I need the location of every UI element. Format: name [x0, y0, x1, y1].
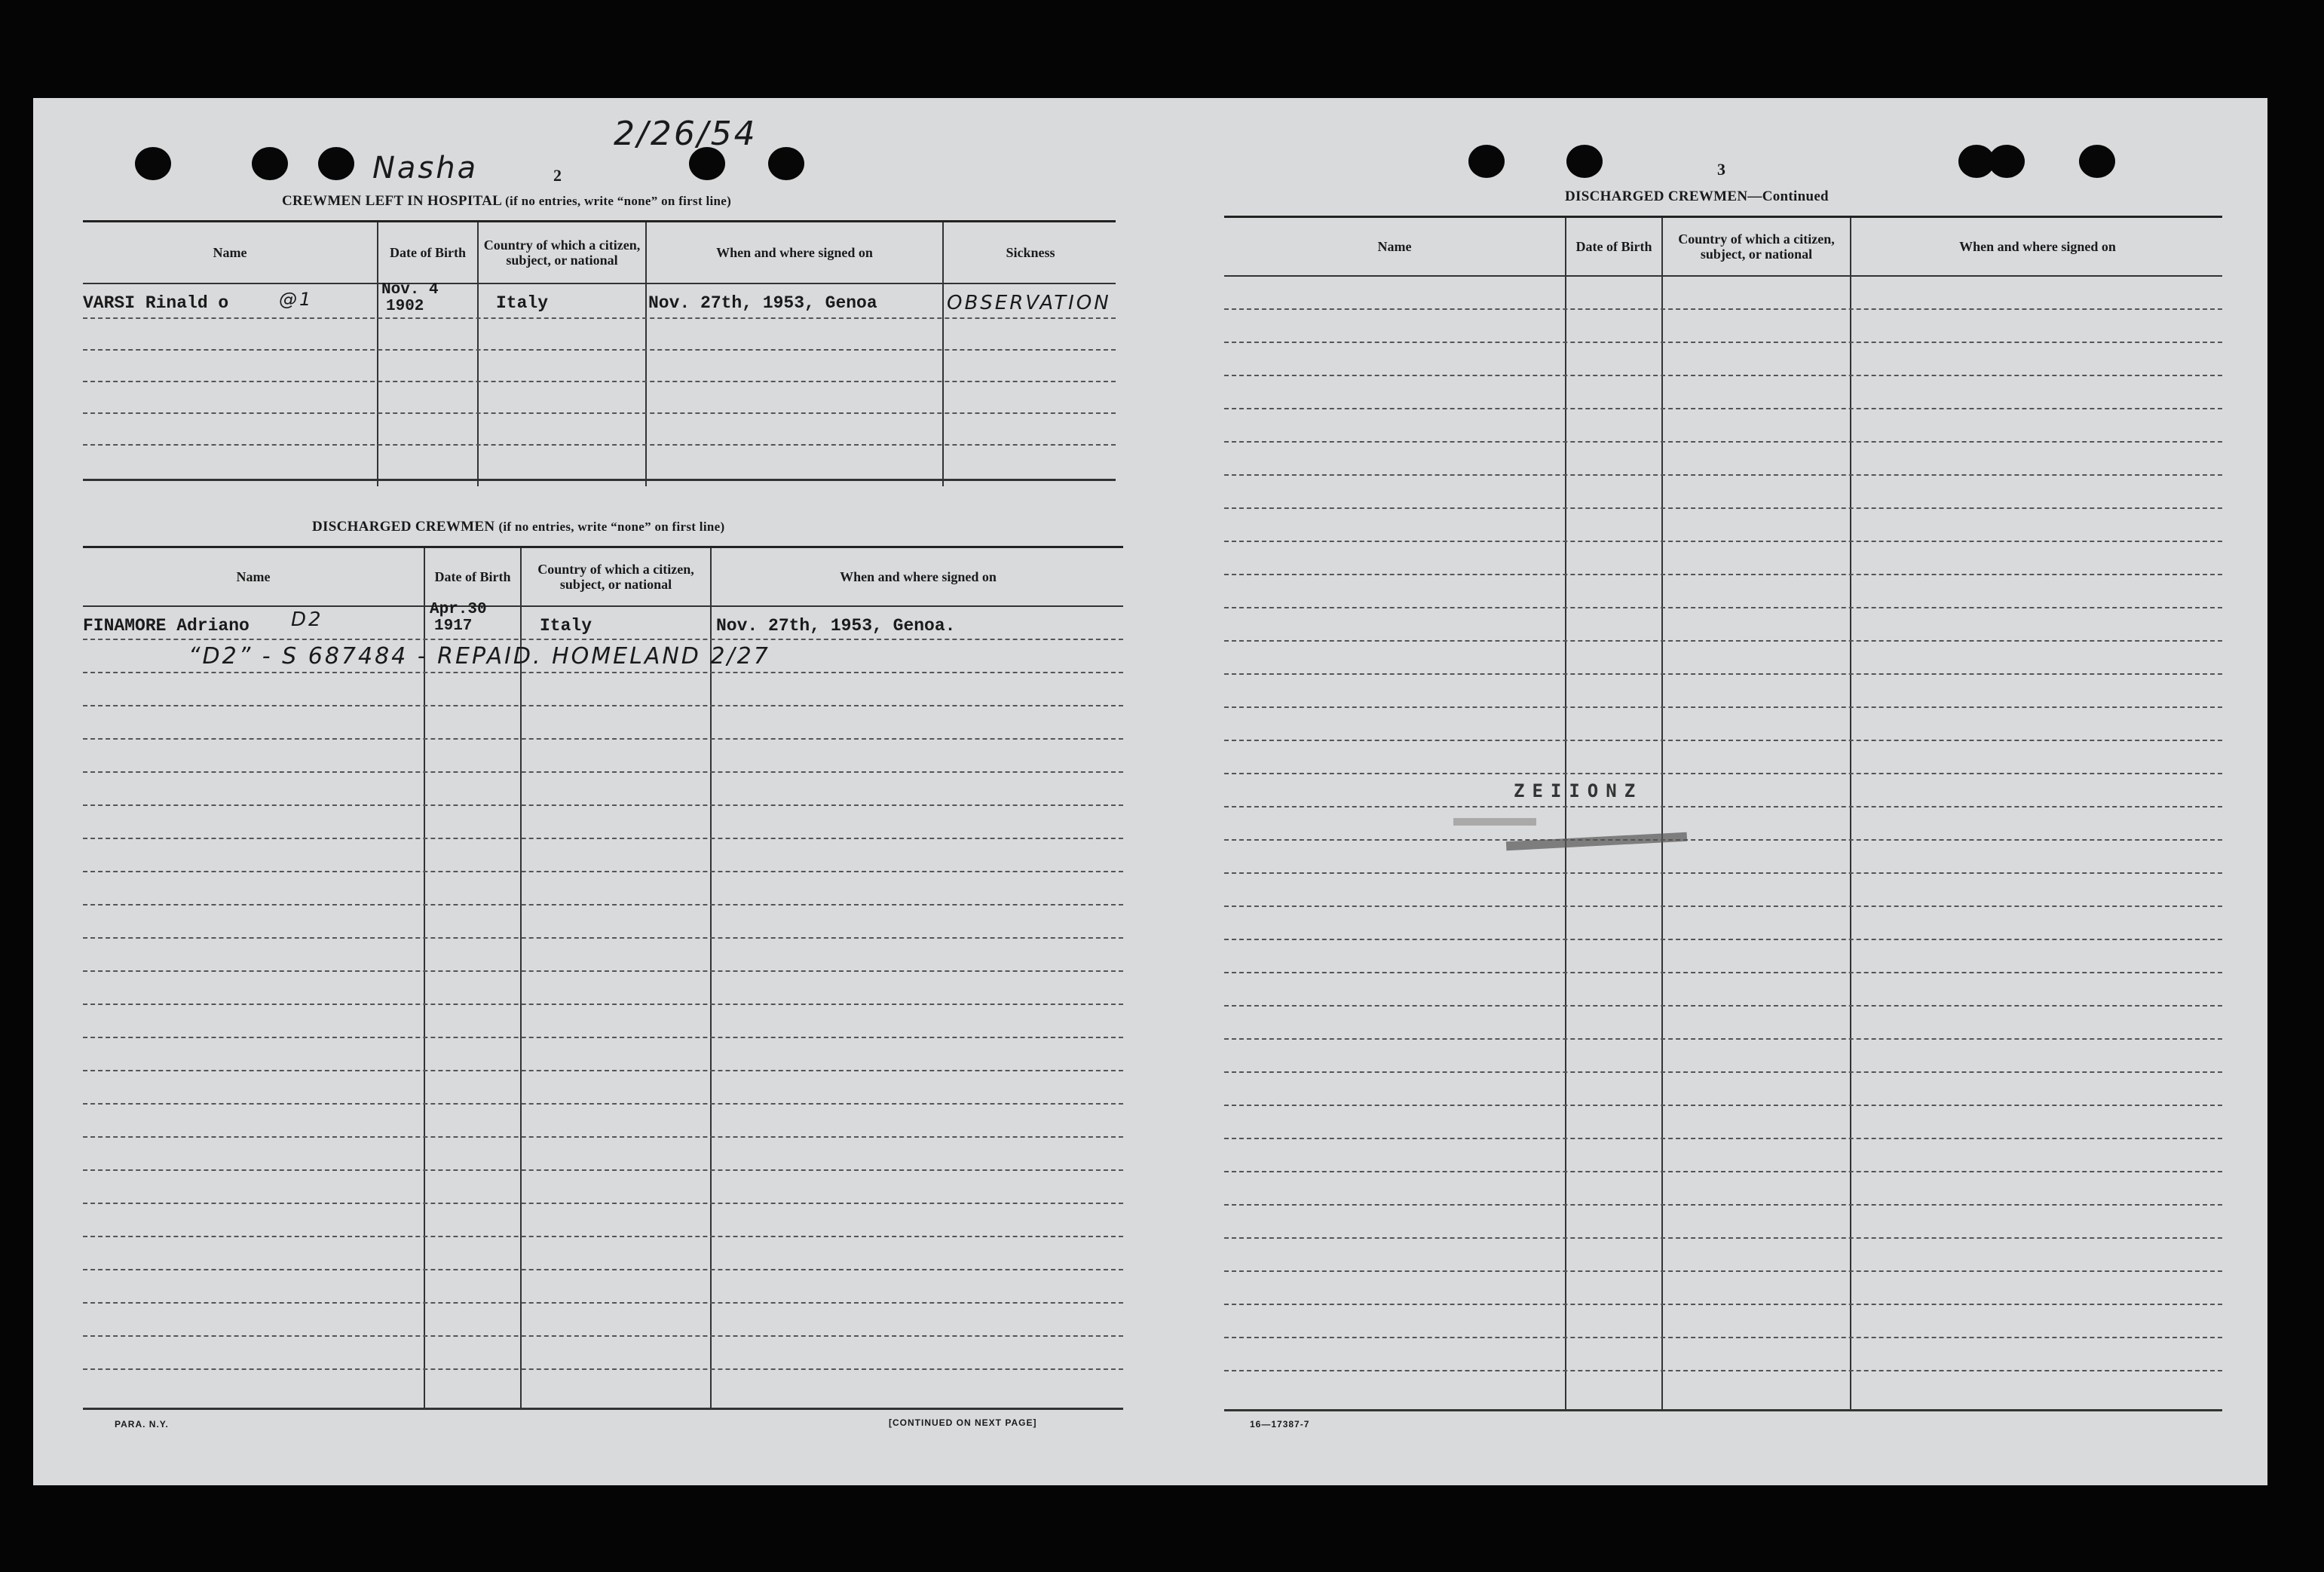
hdr-dob: Date of Birth: [1575, 239, 1652, 254]
punch-hole: [1566, 145, 1603, 178]
punch-hole: [768, 147, 804, 180]
footer-printer: PARA. N.Y.: [115, 1419, 169, 1430]
dob-bottom: 1902: [386, 298, 424, 315]
discharged-section-title: [312, 519, 724, 535]
hospital-table: [83, 220, 1116, 486]
hdr-country: Country of which a citizen, subject, or national: [1678, 231, 1835, 262]
sickness: OBSERVATION: [947, 292, 1111, 314]
dob-bottom: 1917: [434, 617, 473, 635]
continued-section-title: DISCHARGED CREWMEN—Continued: [1565, 188, 1829, 204]
discharged-title-note: (if no entries, write “none” on first line): [498, 519, 725, 534]
country: Italy: [496, 293, 549, 313]
dob-top: Nov. 4: [381, 281, 439, 299]
hdr-sickness: Sickness: [1006, 245, 1055, 260]
crew-mark: @1: [279, 289, 314, 310]
punch-hole: [1989, 145, 2025, 178]
right-page: [1152, 98, 2267, 1485]
punch-hole: [135, 147, 171, 180]
crew-mark: D2: [291, 608, 323, 631]
hdr-signed: When and where signed on: [840, 569, 997, 584]
hdr-country: Country of which a citizen, subject, or national: [537, 562, 694, 592]
signed-on: Nov. 27th, 1953, Genoa.: [716, 616, 956, 636]
signed-on: Nov. 27th, 1953, Genoa: [648, 293, 877, 313]
hdr-name: Name: [236, 569, 271, 584]
hdr-name: Name: [1377, 239, 1412, 254]
punch-hole: [1468, 145, 1505, 178]
punch-hole: [318, 147, 354, 180]
page-number: 3: [1717, 160, 1725, 179]
hdr-country: Country of which a citizen, subject, or national: [483, 237, 641, 268]
stamp-smudge: [1453, 818, 1536, 826]
faint-stamp: ZEIIONZ: [1514, 780, 1643, 801]
hdr-dob: Date of Birth: [434, 569, 511, 584]
hdr-signed: When and where signed on: [716, 245, 873, 260]
footer-continued: [CONTINUED ON NEXT PAGE]: [889, 1417, 1037, 1428]
country: Italy: [540, 616, 592, 636]
hospital-section-title: [282, 193, 731, 210]
dob-top: Apr.30: [430, 601, 487, 618]
crew-name: FINAMORE Adriano: [83, 616, 250, 636]
hospital-title-note: (if no entries, write “none” on first line): [505, 194, 732, 208]
repatriation-annotation: “D2” - S 687484 - REPAID. HOMELAND 2/27: [188, 643, 770, 670]
punch-hole: [252, 147, 288, 180]
crew-name: VARSI Rinald o: [83, 293, 229, 313]
hospital-title-text: CREWMEN LEFT IN HOSPITAL: [282, 193, 502, 209]
page-number: 2: [553, 166, 562, 185]
left-page: [33, 98, 1156, 1485]
handwritten-date: 2/26/54: [614, 115, 758, 153]
handwritten-initials: Nasha: [372, 151, 479, 185]
punch-hole: [2079, 145, 2115, 178]
discharged-table: [83, 546, 1123, 1415]
footer-form-number: 16—17387-7: [1250, 1419, 1310, 1430]
continued-table: [1224, 216, 2222, 1417]
hdr-dob: Date of Birth: [390, 245, 466, 260]
discharged-title-text: DISCHARGED CREWMEN: [312, 519, 495, 535]
hdr-signed: When and where signed on: [1959, 239, 2116, 254]
hdr-name: Name: [213, 245, 247, 260]
